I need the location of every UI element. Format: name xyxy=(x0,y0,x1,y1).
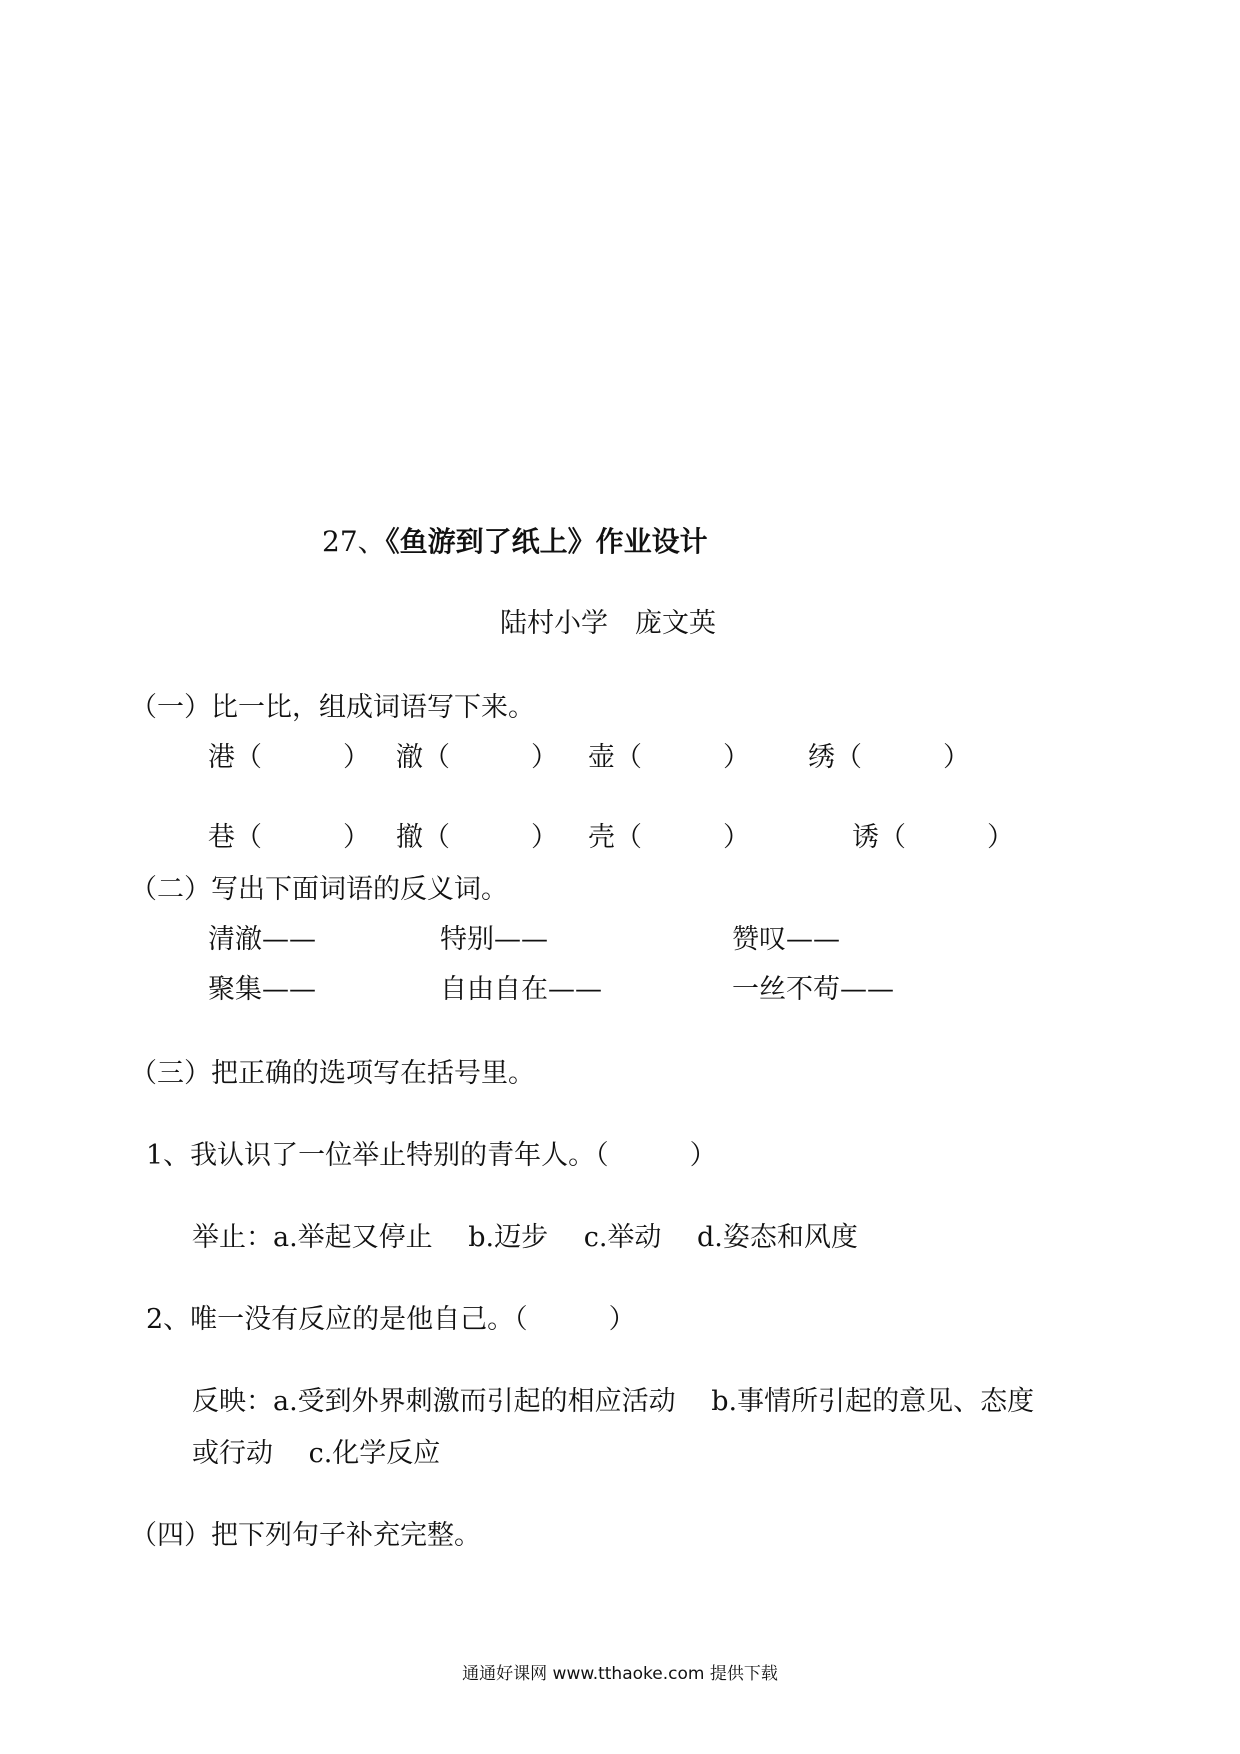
title-text: 《鱼游到了纸上》作业设计 xyxy=(385,525,708,558)
word-blank: 诱（ ） xyxy=(852,822,1014,853)
word-blank: 壳（ ） xyxy=(588,822,750,853)
question-2-options-line-1: 反映：a.受到外界刺激而引起的相应活动 b.事情所引起的意见、态度 xyxy=(192,1386,1035,1417)
author-line: 陆村小学 庞文英 xyxy=(500,608,716,639)
question-2: 2、唯一没有反应的是他自己。（ ） xyxy=(146,1304,636,1335)
section-1-heading: （一）比一比，组成词语写下来。 xyxy=(130,692,535,723)
word-blank: 绣（ ） xyxy=(808,742,970,773)
question-1-options: 举止：a.举起又停止 b.迈步 c.举动 d.姿态和风度 xyxy=(192,1222,858,1253)
document-title xyxy=(322,524,708,560)
antonym-item: 一丝不苟—— xyxy=(732,974,894,1005)
antonym-item: 聚集—— xyxy=(208,974,316,1005)
title-number: 27、 xyxy=(322,525,386,558)
word-blank: 壶（ ） xyxy=(588,742,750,773)
page-footer: 通通好课网 www.tthaoke.com 提供下载 xyxy=(462,1664,778,1684)
antonym-item: 特别—— xyxy=(440,924,548,955)
antonym-item: 自由自在—— xyxy=(440,974,602,1005)
word-blank: 巷（ ） xyxy=(208,822,370,853)
word-blank: 澈（ ） xyxy=(396,742,558,773)
question-1: 1、我认识了一位举止特别的青年人。（ ） xyxy=(146,1140,717,1171)
section-3-heading: （三）把正确的选项写在括号里。 xyxy=(130,1058,535,1089)
question-2-options-line-2: 或行动 c.化学反应 xyxy=(192,1438,441,1469)
word-blank: 港（ ） xyxy=(208,742,370,773)
antonym-item: 清澈—— xyxy=(208,924,316,955)
section-4-heading: （四）把下列句子补充完整。 xyxy=(130,1520,481,1551)
word-blank: 撤（ ） xyxy=(396,822,558,853)
antonym-item: 赞叹—— xyxy=(732,924,840,955)
section-2-heading: （二）写出下面词语的反义词。 xyxy=(130,874,508,905)
